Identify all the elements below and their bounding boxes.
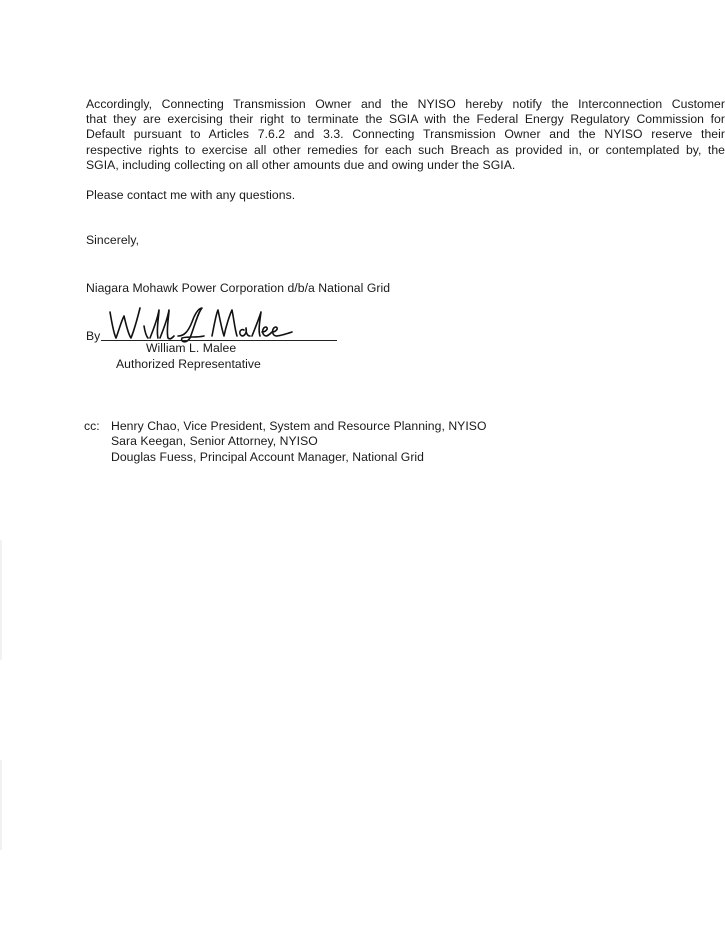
company-name: Niagara Mohawk Power Corporation d/b/a National Grid <box>86 281 391 295</box>
cc-recipient: Henry Chao, Vice President, System and Resource Planning, NYISO <box>111 419 487 433</box>
paragraph-line: respective rights to exercise all other remedies for each such Breach as provided in, or contemplated by, the <box>86 142 725 157</box>
scan-margin-mark <box>0 760 2 850</box>
body-paragraph <box>86 97 725 173</box>
signer-title: Authorized Representative <box>116 357 261 371</box>
scan-margin-mark <box>0 540 2 660</box>
paragraph-line: Accordingly, Connecting Transmission Owner and the NYISO hereby notify the Interconnection Customer <box>86 97 725 111</box>
cc-recipient: Douglas Fuess, Principal Account Manager, National Grid <box>111 449 425 464</box>
closing: Sincerely, <box>86 233 140 247</box>
contact-line: Please contact me with any questions. <box>86 188 296 202</box>
cc-recipient: Sara Keegan, Senior Attorney, NYISO <box>111 434 318 449</box>
cc-recipient-list <box>111 419 487 465</box>
cc-label: cc: <box>84 419 100 433</box>
paragraph-line: SGIA, including collecting on all other amounts due and owing under the SGIA. <box>86 157 516 172</box>
by-label: By <box>86 329 101 343</box>
paragraph-line: that they are exercising their right to terminate the SGIA with the Federal Energy Regulatory Commission for <box>86 112 725 127</box>
paragraph-line: Default pursuant to Articles 7.6.2 and 3.3. Connecting Transmission Owner and the NYISO reserve their <box>86 127 725 142</box>
signer-name: William L. Malee <box>146 341 237 355</box>
